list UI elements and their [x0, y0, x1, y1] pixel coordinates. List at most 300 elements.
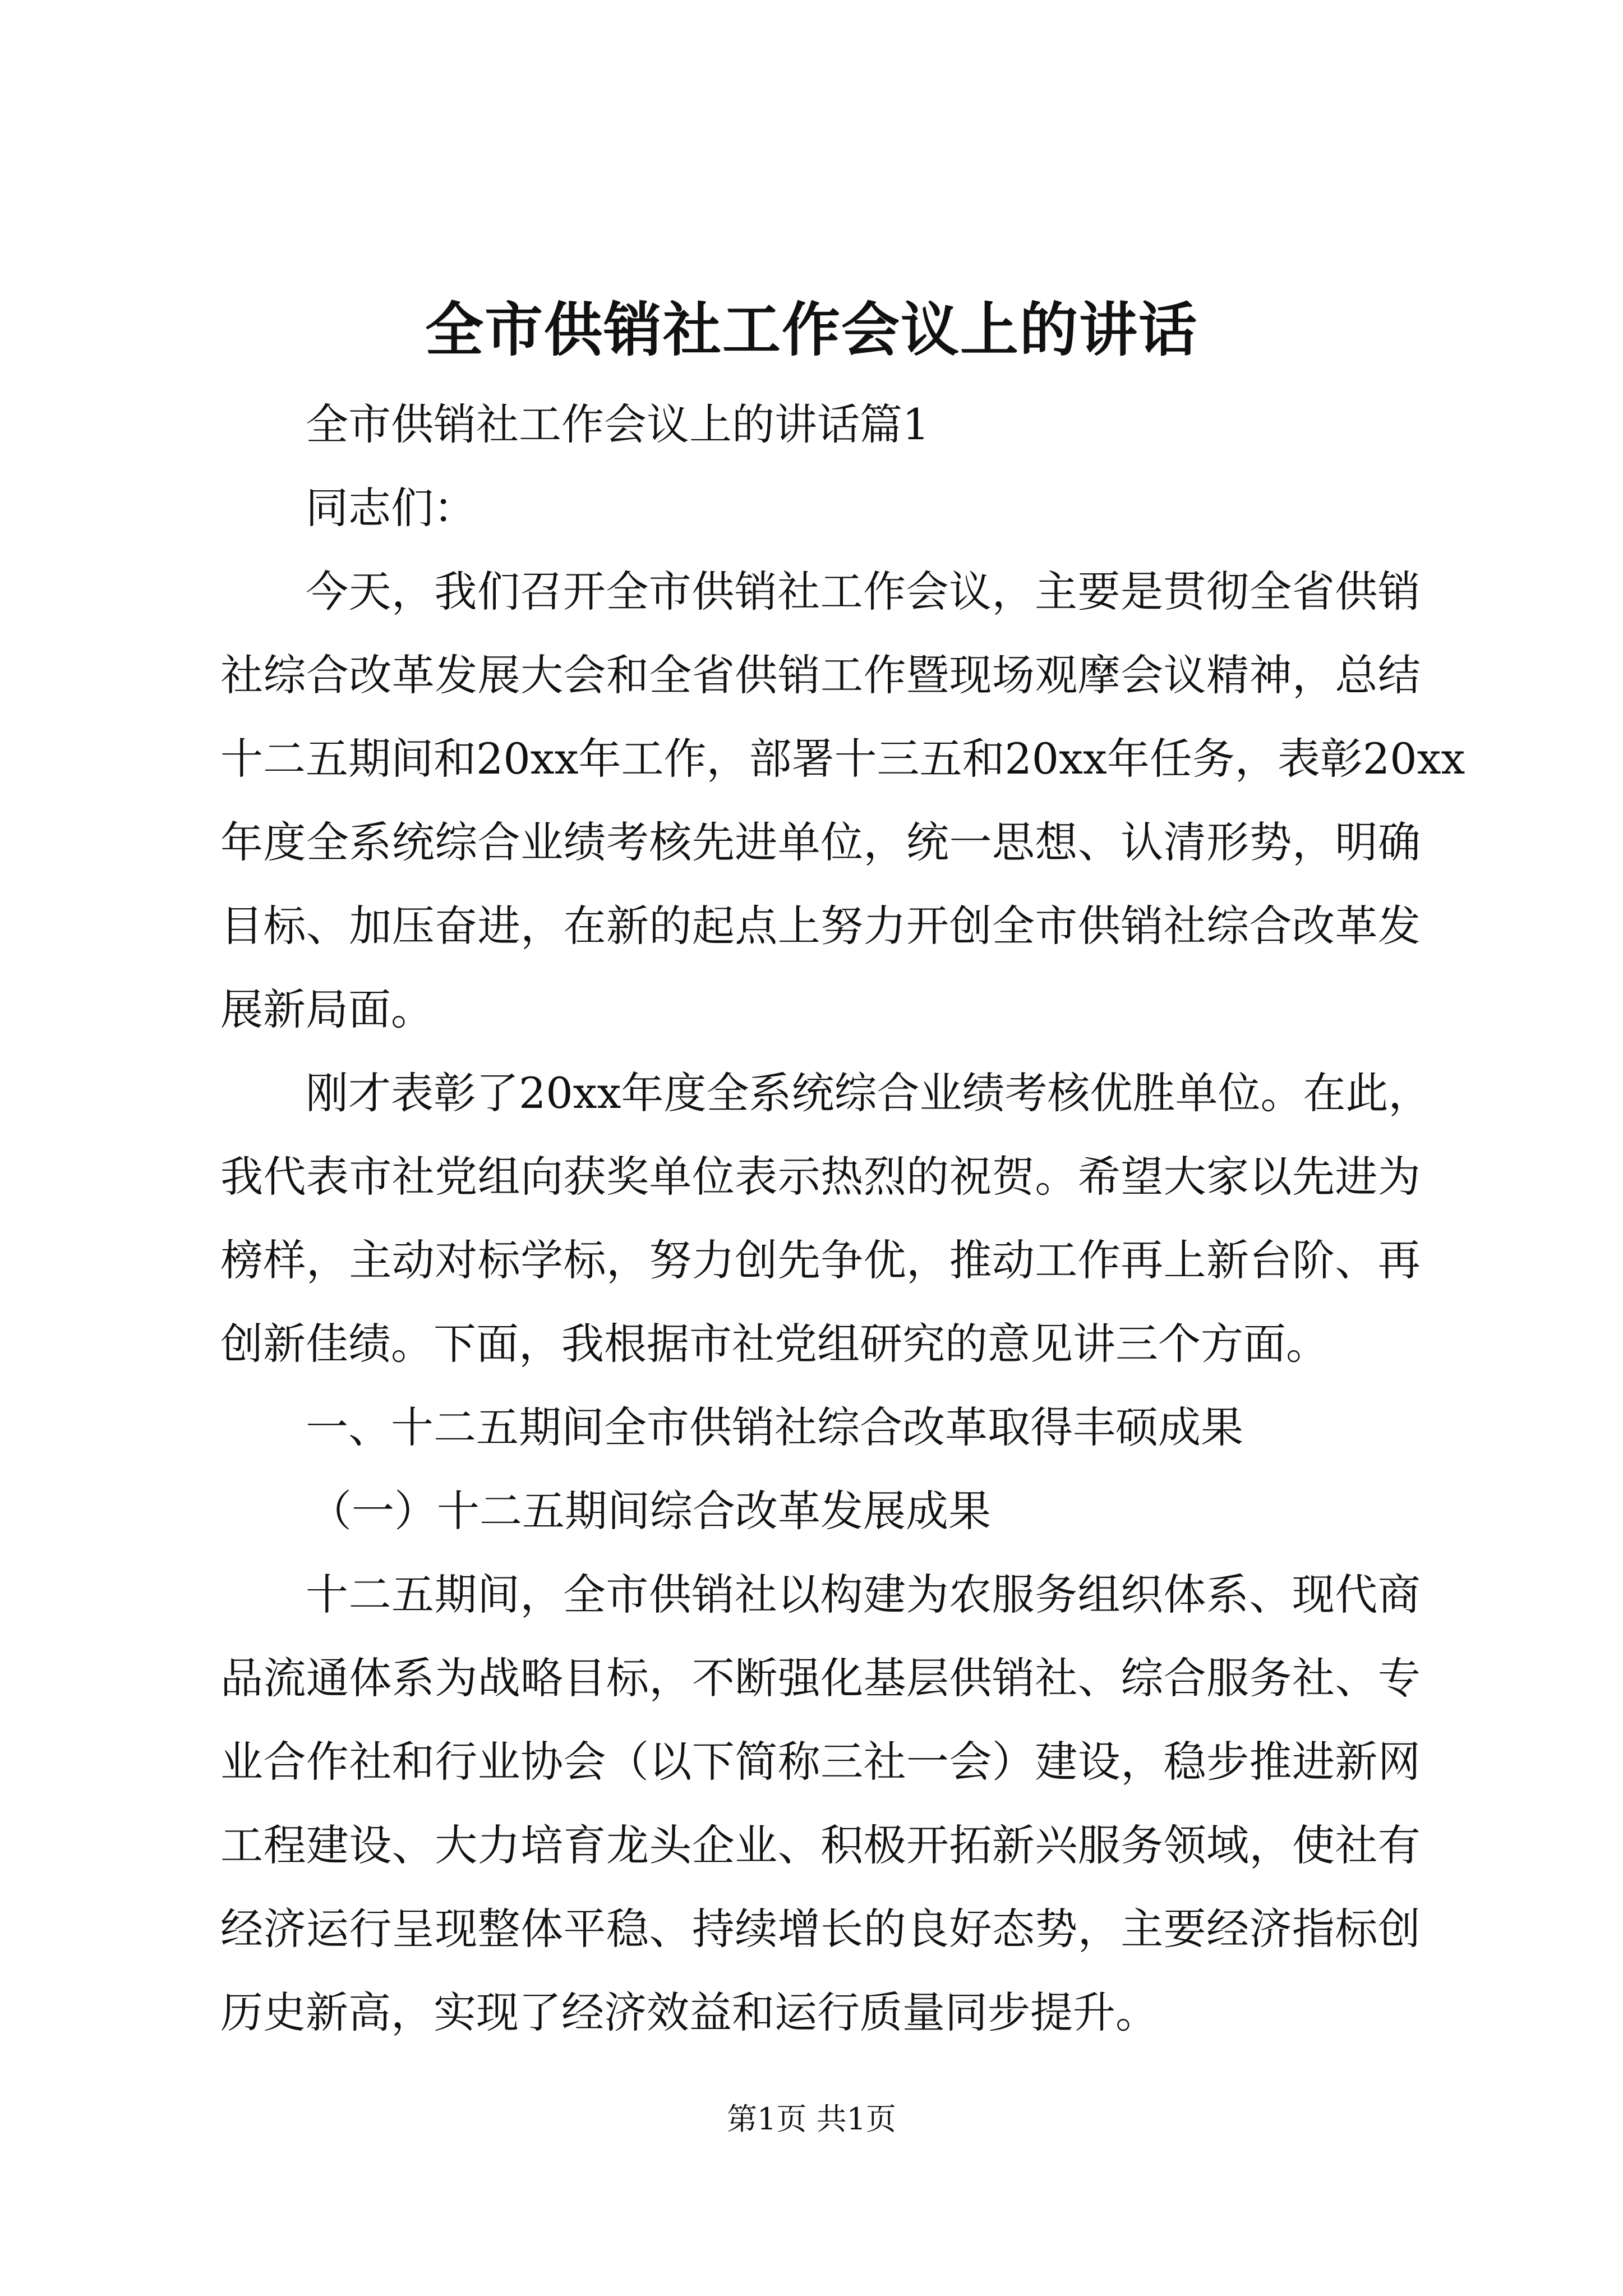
line-token: 。	[1260, 1068, 1303, 1118]
line-token: 们	[477, 567, 520, 616]
paragraph-line	[220, 1887, 1421, 1971]
line-token: 会	[949, 1737, 992, 1787]
paragraph-line	[220, 633, 1421, 717]
line-token: 开	[906, 901, 949, 951]
line-token: 全	[992, 901, 1035, 951]
line-token: 培	[520, 1820, 564, 1870]
line-token: 向	[520, 1152, 564, 1202]
line-token: 以	[649, 1737, 692, 1787]
line-token: 再	[1377, 1235, 1421, 1285]
line-token: 经	[220, 1904, 263, 1954]
line-token: 总	[1335, 650, 1378, 700]
line-token: ，	[391, 567, 434, 616]
subsection-heading: （一）十二五期间综合改革发展成果	[309, 1486, 991, 1536]
line-token: 精	[1206, 650, 1249, 700]
line-token: 奖	[606, 1152, 649, 1202]
line-token: 势	[1249, 817, 1292, 867]
line-token: 全	[706, 1068, 749, 1118]
paragraph-line	[220, 800, 1421, 884]
line-token: 十	[834, 734, 877, 784]
line-token: 议	[1163, 650, 1206, 700]
line-token: 服	[1206, 1653, 1249, 1703]
line-token: 呈	[391, 1904, 435, 1954]
line-token: 创	[1377, 1904, 1421, 1954]
line-token: 烈	[863, 1152, 906, 1202]
line-token: 一	[906, 1737, 949, 1787]
line-token: ，	[520, 901, 564, 951]
line-token: 新	[1335, 1737, 1378, 1787]
line-token: 市	[1035, 901, 1078, 951]
line-token: 整	[477, 1904, 520, 1954]
line-token: 长	[820, 1904, 864, 1954]
line-token: 以	[1249, 1152, 1292, 1202]
line-token: 召	[520, 567, 563, 616]
line-token: 销	[1121, 901, 1164, 951]
line-token: 龙	[606, 1820, 649, 1870]
line-token: 大	[435, 1820, 478, 1870]
line-token: 绩	[563, 817, 606, 867]
line-token: 全	[649, 650, 692, 700]
line-token: 势	[1035, 1904, 1078, 1954]
line-token: 力	[477, 1820, 520, 1870]
line-token: 结	[1377, 650, 1421, 700]
line-token: 改	[349, 650, 392, 700]
paragraph-line	[220, 550, 1421, 633]
line-token: 业	[477, 1737, 520, 1787]
line-token: 希	[1077, 1152, 1121, 1202]
line-token: 组	[1077, 1570, 1121, 1619]
line-token: 称	[777, 1737, 820, 1787]
line-token: 销	[992, 1653, 1035, 1703]
line-token: 和	[962, 734, 1005, 784]
line-token: 今	[306, 567, 348, 616]
line-token: 为	[906, 1570, 949, 1619]
line-token: 。	[1035, 1152, 1078, 1202]
line-token: 目	[563, 1653, 606, 1703]
line-token: 动	[992, 1235, 1035, 1285]
line-token: 阶	[1292, 1235, 1335, 1285]
line-token: 持	[691, 1904, 735, 1954]
line-token: 不	[691, 1653, 735, 1703]
line-token: 大	[1163, 1152, 1206, 1202]
line-token: 合	[1163, 1653, 1206, 1703]
paragraph-line	[220, 1636, 1421, 1720]
line-token: 核	[649, 817, 692, 867]
line-token: 业	[520, 817, 564, 867]
line-token: 争	[820, 1235, 864, 1285]
line-token: 开	[562, 567, 606, 616]
line-token: 业	[735, 1820, 778, 1870]
line-token: 此	[1345, 1068, 1389, 1118]
line-token: 综	[435, 817, 478, 867]
line-token: 现	[435, 1904, 478, 1954]
line-token: 综	[1206, 901, 1249, 951]
page-footer: 第1页 共1页	[727, 2101, 896, 2137]
line-token: 天	[348, 567, 391, 616]
line-token: 好	[949, 1904, 992, 1954]
line-token: 刚	[306, 1068, 348, 1118]
line-token: 层	[906, 1653, 949, 1703]
line-token: 供	[1077, 901, 1121, 951]
line-token: 优	[1090, 1068, 1133, 1118]
line-token: 彰	[434, 1068, 476, 1118]
line-token: 改	[1292, 901, 1335, 951]
line-token: 标	[477, 1235, 520, 1285]
line-token: 全	[562, 1570, 606, 1619]
line-token: 务	[1121, 1820, 1164, 1870]
line-token: 神	[1249, 650, 1292, 700]
line-token: 党	[435, 1152, 478, 1202]
line-token: 会	[563, 650, 606, 700]
line-token: 下	[691, 1737, 735, 1787]
line-token: 步	[1206, 1737, 1249, 1787]
line-token: 基	[863, 1653, 906, 1703]
line-token: 榜	[220, 1235, 263, 1285]
line-token: 先	[777, 1235, 820, 1285]
line-token: 战	[477, 1653, 520, 1703]
line-token: 努	[649, 1235, 692, 1285]
line-token: 体	[1163, 1570, 1206, 1619]
line-token: 标	[263, 901, 306, 951]
line-token: 工	[820, 567, 863, 616]
line-token: 综	[834, 1068, 877, 1118]
line-token: 业	[220, 1737, 263, 1787]
line-token: 进	[735, 817, 778, 867]
line-token: 起	[691, 901, 735, 951]
line-token: 工	[820, 650, 864, 700]
line-token: 考	[606, 817, 649, 867]
line-token: 20xx	[519, 1068, 621, 1118]
line-token: 良	[906, 1904, 949, 1954]
line-token: 彰	[1320, 734, 1363, 784]
line-token: 二	[348, 1570, 391, 1619]
line-token: 系	[1206, 1570, 1249, 1619]
line-token: 先	[1292, 1152, 1335, 1202]
line-token: 清	[1163, 817, 1206, 867]
line-token: 了	[476, 1068, 519, 1118]
line-token: 织	[1120, 1570, 1163, 1619]
line-token: 单	[1175, 1068, 1218, 1118]
line-token: 网	[1377, 1737, 1421, 1787]
paragraph-line	[220, 1803, 1421, 1887]
line-token: 新	[1206, 1235, 1249, 1285]
line-token: 三	[820, 1737, 864, 1787]
line-token: 有	[1377, 1820, 1421, 1870]
line-token: 压	[391, 901, 435, 951]
line-token: 行	[435, 1737, 478, 1787]
paragraph-line: 同志们：	[306, 483, 476, 533]
line-token: 的	[863, 1904, 906, 1954]
line-token: 体	[349, 1653, 392, 1703]
line-token: 和	[391, 1737, 435, 1787]
paragraph-line	[220, 1135, 1421, 1218]
document-body	[220, 383, 1465, 2054]
line-token: 作	[1077, 1235, 1121, 1285]
line-token: 20xx	[476, 734, 579, 784]
line-token: 协	[520, 1737, 564, 1787]
line-token: 社	[391, 1152, 435, 1202]
line-token: 域	[1206, 1820, 1249, 1870]
line-token: 略	[520, 1653, 564, 1703]
line-token: 五	[306, 734, 348, 784]
line-token: 会	[1121, 650, 1164, 700]
line-token: ，	[1121, 1737, 1164, 1787]
line-token: 年	[1106, 734, 1150, 784]
line-token: 位	[1218, 1068, 1261, 1118]
line-token: 间	[477, 1570, 520, 1619]
line-token: 市	[349, 1152, 392, 1202]
line-token: 核	[1047, 1068, 1090, 1118]
line-token: 作	[863, 650, 906, 700]
line-token: 大	[520, 650, 564, 700]
line-token: 工	[1035, 1235, 1078, 1285]
line-token: 度	[263, 817, 306, 867]
line-token: 服	[992, 1570, 1035, 1619]
line-token: ，	[863, 817, 906, 867]
line-token: 作	[306, 1737, 349, 1787]
line-token: 头	[649, 1820, 692, 1870]
paragraph-line: 展新局面。	[220, 984, 434, 1034]
line-token: 部	[749, 734, 792, 784]
line-token: 才	[348, 1068, 391, 1118]
line-token: 作	[663, 734, 707, 784]
line-token: 为	[1377, 1152, 1421, 1202]
line-token: 热	[820, 1152, 864, 1202]
document-title: 全市供销社工作会议上的讲话	[425, 295, 1198, 364]
line-token: 发	[435, 650, 478, 700]
line-token: 表	[735, 1152, 778, 1202]
line-token: 进	[477, 901, 520, 951]
line-token: ，	[1388, 1068, 1431, 1118]
line-token: 再	[1121, 1235, 1164, 1285]
line-token: 年	[578, 734, 621, 784]
line-token: 系	[391, 1653, 435, 1703]
line-token: 济	[1249, 1904, 1292, 1954]
line-token: 作	[863, 567, 906, 616]
line-token: 主	[1034, 567, 1077, 616]
line-token: 拓	[949, 1820, 992, 1870]
line-token: 经	[1206, 1904, 1249, 1954]
line-token: 上	[1163, 1235, 1206, 1285]
line-token: 的	[649, 901, 692, 951]
line-token: 会	[906, 567, 949, 616]
line-token: 农	[949, 1570, 992, 1619]
line-token: 贺	[992, 1152, 1035, 1202]
line-token: 合	[263, 1737, 306, 1787]
line-token: 开	[906, 1820, 949, 1870]
line-token: 议	[949, 567, 992, 616]
paragraph-line	[220, 1720, 1421, 1803]
line-token: 社	[349, 1737, 392, 1787]
line-token: 革	[391, 650, 435, 700]
line-token: ，	[1292, 650, 1335, 700]
line-token: 体	[520, 1904, 564, 1954]
line-token: 、	[1335, 1653, 1378, 1703]
line-token: 度	[663, 1068, 707, 1118]
line-token: 全	[606, 567, 649, 616]
line-token: 祝	[949, 1152, 992, 1202]
line-token: 社	[777, 567, 820, 616]
line-token: 力	[691, 1235, 735, 1285]
line-token: 认	[1121, 817, 1164, 867]
line-token: 明	[1335, 817, 1378, 867]
line-token: 现	[949, 650, 992, 700]
line-token: 市	[648, 567, 691, 616]
line-token: 建	[306, 1820, 349, 1870]
line-token: 三	[877, 734, 920, 784]
line-token: 主	[349, 1235, 392, 1285]
line-token: 供	[691, 567, 735, 616]
line-token: 贯	[1163, 567, 1206, 616]
paragraph-line: 创新佳绩。下面，我根据市社党组研究的意见讲三个方面。	[220, 1319, 1329, 1369]
line-token: 对	[435, 1235, 478, 1285]
line-token: 20xx	[1362, 734, 1465, 784]
line-token: ，	[306, 1235, 349, 1285]
line-token: 商	[1377, 1570, 1421, 1619]
section-heading: 一、十二五期间全市供销社综合改革取得丰硕成果	[306, 1402, 1243, 1452]
line-token: 和	[434, 734, 476, 784]
line-token: 确	[1377, 817, 1421, 867]
line-token: 行	[349, 1904, 392, 1954]
line-token: 形	[1206, 817, 1249, 867]
line-token: 十	[306, 1570, 348, 1619]
line-token: 构	[820, 1570, 863, 1619]
line-token: 要	[1077, 567, 1121, 616]
line-token: 推	[1249, 1737, 1292, 1787]
line-token: 优	[863, 1235, 906, 1285]
line-token: 全	[306, 817, 349, 867]
line-token: ，	[1234, 734, 1278, 784]
line-token: 社	[863, 1737, 906, 1787]
line-token: 、	[1335, 1235, 1378, 1285]
line-token: 平	[563, 1904, 606, 1954]
line-token: ，	[649, 1653, 692, 1703]
line-token: 业	[919, 1068, 962, 1118]
line-token: 供	[1335, 567, 1378, 616]
line-token: 销	[777, 650, 820, 700]
line-token: 社	[1335, 1820, 1378, 1870]
line-token: 领	[1163, 1820, 1206, 1870]
line-token: 企	[691, 1820, 735, 1870]
line-token: 推	[949, 1235, 992, 1285]
paragraph-line	[220, 1218, 1421, 1302]
line-token: 是	[1120, 567, 1163, 616]
line-token: 年	[220, 817, 263, 867]
line-token: 台	[1249, 1235, 1292, 1285]
line-token: 以	[777, 1570, 820, 1619]
line-token: 标	[606, 1653, 649, 1703]
line-token: ，	[992, 567, 1035, 616]
line-token: 销	[734, 567, 777, 616]
line-token: 服	[1077, 1820, 1121, 1870]
line-token: 表	[306, 1152, 349, 1202]
line-token: 社	[1163, 901, 1206, 951]
line-token: 创	[949, 901, 992, 951]
line-token: 断	[735, 1653, 778, 1703]
line-token: 、	[1077, 1653, 1121, 1703]
line-token: 社	[1292, 1653, 1335, 1703]
line-token: 使	[1292, 1820, 1335, 1870]
line-token: 先	[691, 817, 735, 867]
line-token: 观	[1035, 650, 1078, 700]
line-token: 二	[263, 734, 306, 784]
line-token: 考	[1004, 1068, 1048, 1118]
line-token: 力	[863, 901, 906, 951]
line-token: 通	[306, 1653, 349, 1703]
line-token: 务	[1249, 1653, 1292, 1703]
line-token: 的	[906, 1152, 949, 1202]
line-token: ，	[706, 734, 749, 784]
line-token: 育	[563, 1820, 606, 1870]
line-token: 设	[349, 1820, 392, 1870]
line-token: 社	[734, 1570, 777, 1619]
line-token: ，	[520, 1570, 563, 1619]
line-token: ）	[992, 1737, 1035, 1787]
line-token: ，	[1077, 1904, 1121, 1954]
line-token: 兴	[1035, 1820, 1078, 1870]
line-token: 务	[1034, 1570, 1077, 1619]
paragraph-line: 历史新高，实现了经济效益和运行质量同步提升。	[220, 1987, 1158, 2037]
line-token: ，	[1249, 1820, 1292, 1870]
line-token: 望	[1121, 1152, 1164, 1202]
line-token: 指	[1292, 1904, 1335, 1954]
line-token: 稳	[606, 1904, 649, 1954]
line-token: 、	[1077, 817, 1121, 867]
line-token: 建	[863, 1570, 906, 1619]
line-token: 组	[477, 1152, 520, 1202]
line-token: 统	[906, 817, 949, 867]
line-token: 运	[306, 1904, 349, 1954]
line-token: 示	[777, 1152, 820, 1202]
line-token: 综	[263, 650, 306, 700]
line-token: 上	[777, 901, 820, 951]
line-token: 在	[1303, 1068, 1346, 1118]
line-token: 新	[606, 901, 649, 951]
line-token: 省	[691, 650, 735, 700]
line-token: 和	[606, 650, 649, 700]
paragraph-line: 全市供销社工作会议上的讲话篇1	[306, 399, 930, 449]
line-token: 单	[649, 1152, 692, 1202]
line-token: 工	[220, 1820, 263, 1870]
line-token: 社	[1035, 1653, 1078, 1703]
line-token: 系	[749, 1068, 792, 1118]
line-token: 主	[1121, 1904, 1164, 1954]
line-token: 强	[777, 1653, 820, 1703]
line-token: 展	[477, 650, 520, 700]
line-token: 合	[1249, 901, 1292, 951]
line-token: 单	[777, 817, 820, 867]
line-token: 位	[691, 1152, 735, 1202]
line-token: 建	[1035, 1737, 1078, 1787]
line-token: 增	[777, 1904, 820, 1954]
line-token: 绩	[962, 1068, 1005, 1118]
line-token: 发	[1377, 901, 1421, 951]
line-token: 在	[563, 901, 606, 951]
line-token: 摩	[1077, 650, 1121, 700]
line-token: 品	[220, 1653, 263, 1703]
line-token: 期	[434, 1570, 477, 1619]
line-token: 位	[820, 817, 864, 867]
line-token: 简	[735, 1737, 778, 1787]
line-token: 目	[220, 901, 263, 951]
line-token: 我	[434, 567, 477, 616]
line-token: 济	[263, 1904, 306, 1954]
line-token: 设	[1077, 1737, 1121, 1787]
line-token: 合	[877, 1068, 920, 1118]
paragraph-line	[220, 1051, 1431, 1135]
line-token: 销	[691, 1570, 735, 1619]
line-token: 署	[791, 734, 834, 784]
